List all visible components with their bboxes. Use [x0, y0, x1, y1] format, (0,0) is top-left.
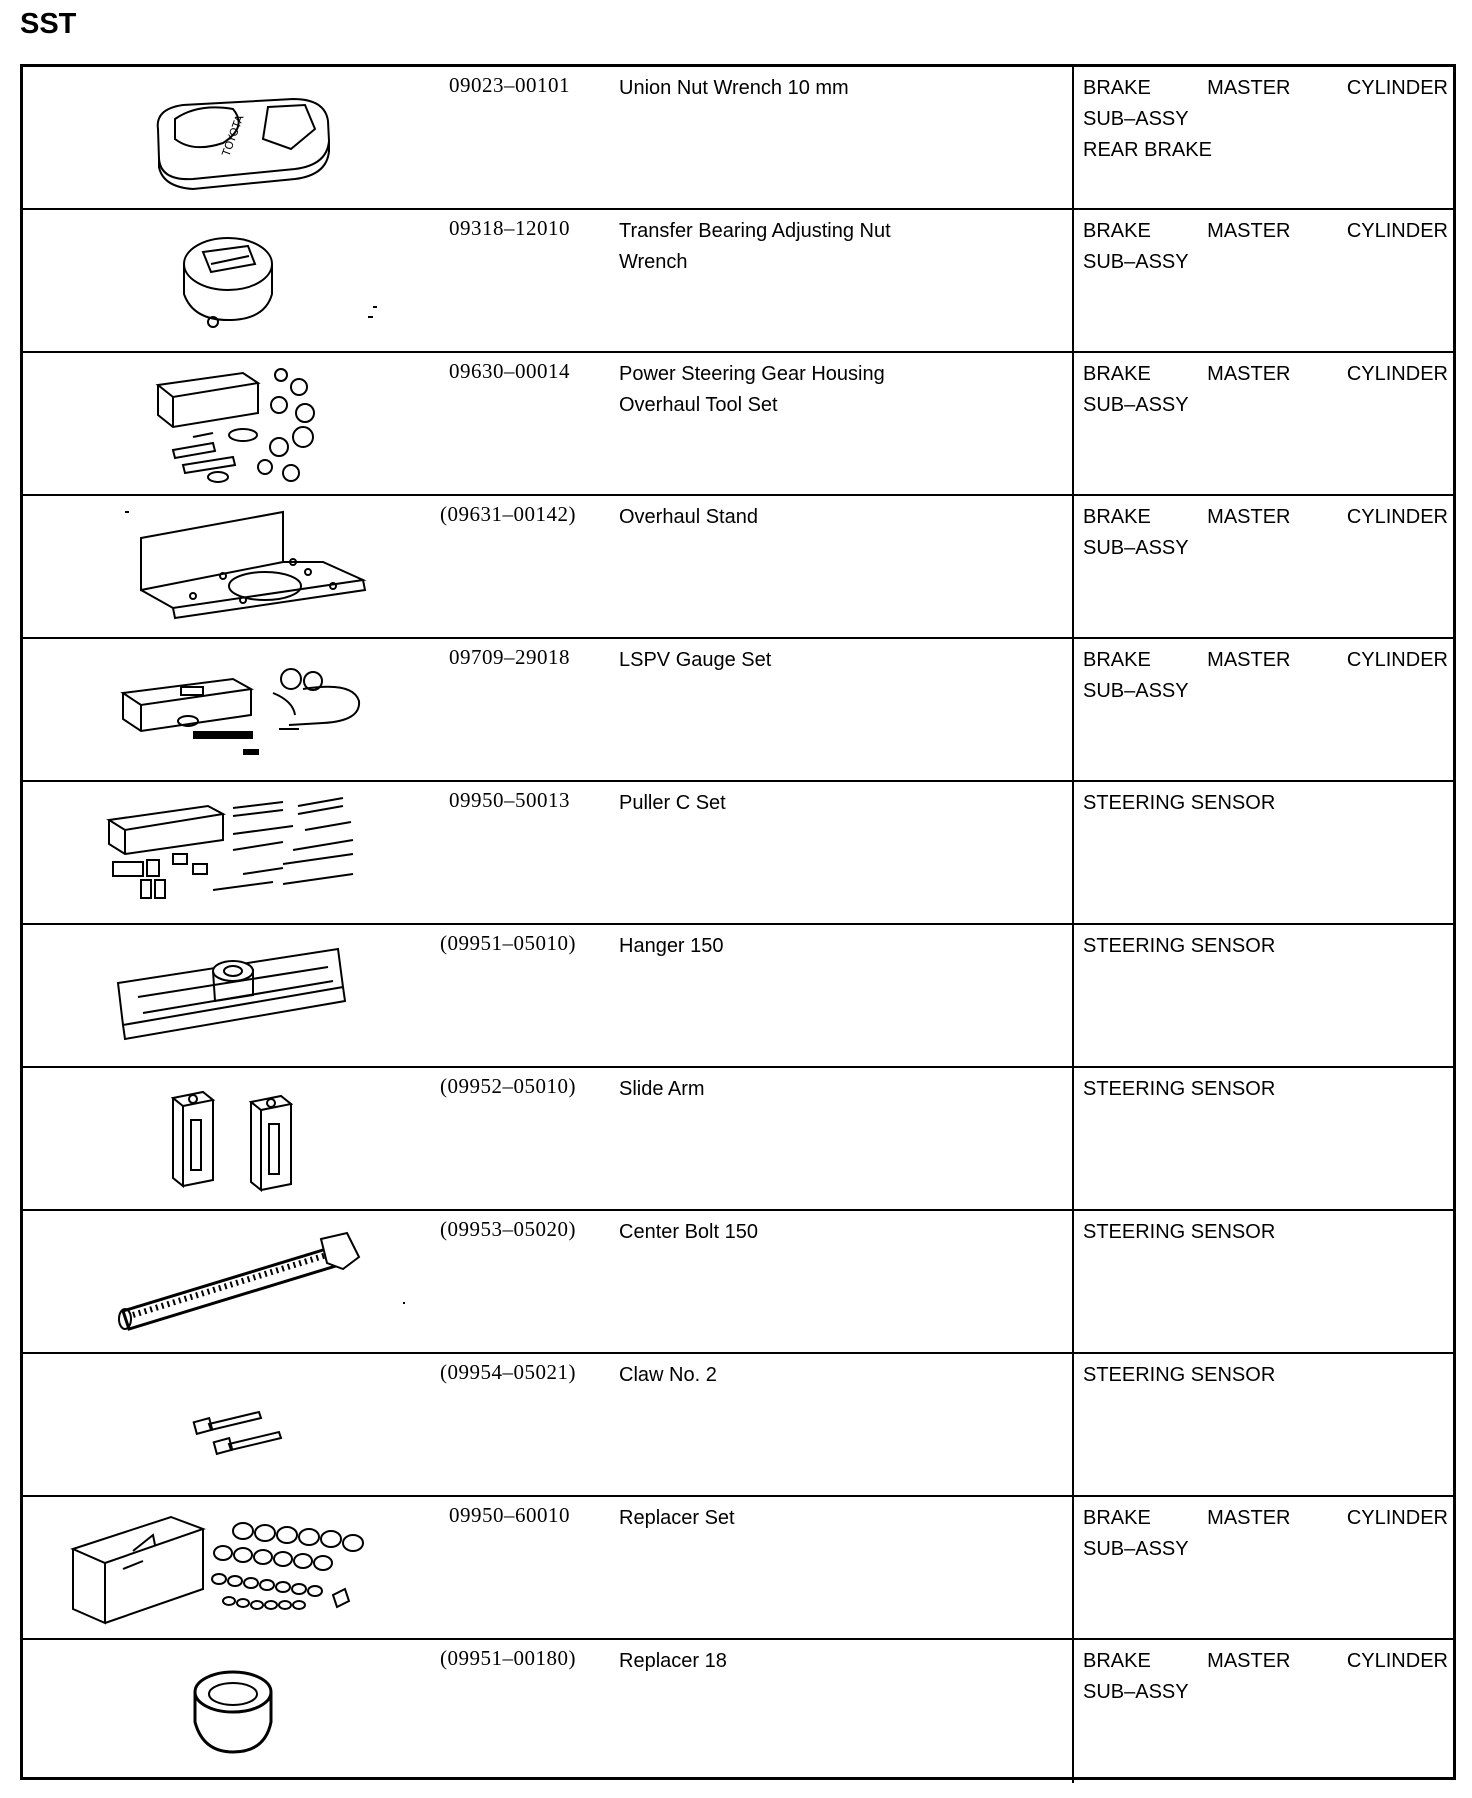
puller-set-icon	[43, 784, 423, 921]
center-bolt-icon	[43, 1213, 423, 1350]
replacer-icon	[43, 1642, 423, 1779]
usage-word: CYLINDER	[1346, 1650, 1448, 1672]
table-row	[23, 67, 1453, 210]
table-row	[23, 1354, 1453, 1497]
usage-line	[1083, 502, 1448, 533]
replacer-set-icon	[43, 1499, 423, 1636]
usage-line	[1083, 1503, 1448, 1534]
column-divider	[1072, 1354, 1074, 1495]
usage-line: REAR BRAKE	[1083, 139, 1212, 161]
usage-line-continued: SUB–ASSY	[1083, 680, 1189, 702]
usage-cell	[1083, 1646, 1448, 1708]
overhaul-stand-icon	[43, 498, 423, 635]
part-number: (09951–05010)	[440, 931, 576, 955]
part-number: (09952–05010)	[440, 1074, 576, 1098]
part-number: (09951–00180)	[440, 1646, 576, 1670]
part-name: Hanger 150	[619, 935, 724, 957]
gauge-set-icon	[43, 641, 423, 778]
slide-arm-icon	[43, 1070, 423, 1207]
column-divider	[1072, 1211, 1074, 1352]
usage-word: CYLINDER	[1346, 220, 1448, 242]
part-name: Power Steering Gear Housing Overhaul Tool Set	[619, 363, 885, 416]
part-name: Center Bolt 150	[619, 1221, 758, 1243]
usage-cell	[1083, 502, 1448, 564]
usage-line-continued: SUB–ASSY	[1083, 1681, 1189, 1703]
usage-word: MASTER	[1207, 1507, 1291, 1529]
part-number: 09950–50013	[449, 788, 570, 812]
column-divider	[1072, 782, 1074, 923]
part-name: Claw No. 2	[619, 1364, 717, 1386]
part-name: Union Nut Wrench 10 mm	[619, 77, 849, 99]
usage-word: BRAKE	[1083, 649, 1151, 671]
column-divider	[1072, 639, 1074, 780]
usage-line	[1083, 216, 1448, 247]
usage-line	[1083, 73, 1448, 104]
usage-cell	[1083, 931, 1448, 962]
usage-cell	[1083, 359, 1448, 421]
usage-line: STEERING SENSOR	[1083, 1364, 1276, 1386]
usage-word: BRAKE	[1083, 1650, 1151, 1672]
usage-line: STEERING SENSOR	[1083, 1078, 1276, 1100]
usage-cell	[1083, 1360, 1448, 1391]
usage-word: BRAKE	[1083, 506, 1151, 528]
part-number: 09630–00014	[449, 359, 570, 383]
sst-table	[20, 64, 1456, 1780]
table-row	[23, 1068, 1453, 1211]
table-row	[23, 1640, 1453, 1783]
usage-line	[1083, 359, 1448, 390]
usage-word: CYLINDER	[1346, 77, 1448, 99]
usage-line: STEERING SENSOR	[1083, 935, 1276, 957]
table-row	[23, 782, 1453, 925]
usage-word: MASTER	[1207, 363, 1291, 385]
svg-text:TOYOTA: TOYOTA	[219, 113, 247, 159]
usage-line	[1083, 1646, 1448, 1677]
column-divider	[1072, 925, 1074, 1066]
part-name: Replacer 18	[619, 1650, 727, 1672]
part-name: Puller C Set	[619, 792, 726, 814]
part-name: Slide Arm	[619, 1078, 705, 1100]
usage-word: CYLINDER	[1346, 506, 1448, 528]
usage-cell	[1083, 73, 1448, 166]
part-name: Replacer Set	[619, 1507, 735, 1529]
usage-word: CYLINDER	[1346, 1507, 1448, 1529]
part-number: 09318–12010	[449, 216, 570, 240]
usage-word: MASTER	[1207, 220, 1291, 242]
usage-word: BRAKE	[1083, 220, 1151, 242]
page-title: SST	[20, 8, 77, 40]
table-row	[23, 639, 1453, 782]
usage-line-continued: SUB–ASSY	[1083, 108, 1189, 130]
usage-cell	[1083, 645, 1448, 707]
part-number: 09023–00101	[449, 73, 570, 97]
column-divider	[1072, 1640, 1074, 1783]
column-divider	[1072, 67, 1074, 208]
usage-word: MASTER	[1207, 506, 1291, 528]
usage-word: CYLINDER	[1346, 363, 1448, 385]
usage-cell	[1083, 216, 1448, 278]
table-row	[23, 1211, 1453, 1354]
column-divider	[1072, 496, 1074, 637]
column-divider	[1072, 353, 1074, 494]
usage-word: CYLINDER	[1346, 649, 1448, 671]
claw-icon	[43, 1356, 423, 1493]
usage-word: MASTER	[1207, 77, 1291, 99]
column-divider	[1072, 1068, 1074, 1209]
usage-line-continued: SUB–ASSY	[1083, 537, 1189, 559]
union-nut-wrench-icon	[43, 69, 423, 206]
part-number: 09950–60010	[449, 1503, 570, 1527]
part-number: (09631–00142)	[440, 502, 576, 526]
adjusting-nut-wrench-icon	[43, 212, 423, 349]
table-row	[23, 210, 1453, 353]
part-name: Transfer Bearing Adjusting Nut Wrench	[619, 220, 891, 273]
usage-line-continued: SUB–ASSY	[1083, 251, 1189, 273]
usage-line: STEERING SENSOR	[1083, 792, 1276, 814]
table-row	[23, 353, 1453, 496]
table-row	[23, 1497, 1453, 1640]
usage-line: STEERING SENSOR	[1083, 1221, 1276, 1243]
usage-line	[1083, 645, 1448, 676]
usage-word: MASTER	[1207, 1650, 1291, 1672]
usage-cell	[1083, 1217, 1448, 1248]
part-number: 09709–29018	[449, 645, 570, 669]
usage-cell	[1083, 788, 1448, 819]
hanger-icon	[43, 927, 423, 1064]
usage-word: BRAKE	[1083, 77, 1151, 99]
column-divider	[1072, 210, 1074, 351]
usage-line-continued: SUB–ASSY	[1083, 394, 1189, 416]
usage-word: BRAKE	[1083, 1507, 1151, 1529]
column-divider	[1072, 1497, 1074, 1638]
part-number: (09954–05021)	[440, 1360, 576, 1384]
tool-set-icon	[43, 355, 423, 492]
part-name: Overhaul Stand	[619, 506, 758, 528]
usage-word: BRAKE	[1083, 363, 1151, 385]
table-row	[23, 925, 1453, 1068]
usage-cell	[1083, 1074, 1448, 1105]
usage-line-continued: SUB–ASSY	[1083, 1538, 1189, 1560]
usage-word: MASTER	[1207, 649, 1291, 671]
part-name: LSPV Gauge Set	[619, 649, 772, 671]
table-row	[23, 496, 1453, 639]
usage-cell	[1083, 1503, 1448, 1565]
part-number: (09953–05020)	[440, 1217, 576, 1241]
